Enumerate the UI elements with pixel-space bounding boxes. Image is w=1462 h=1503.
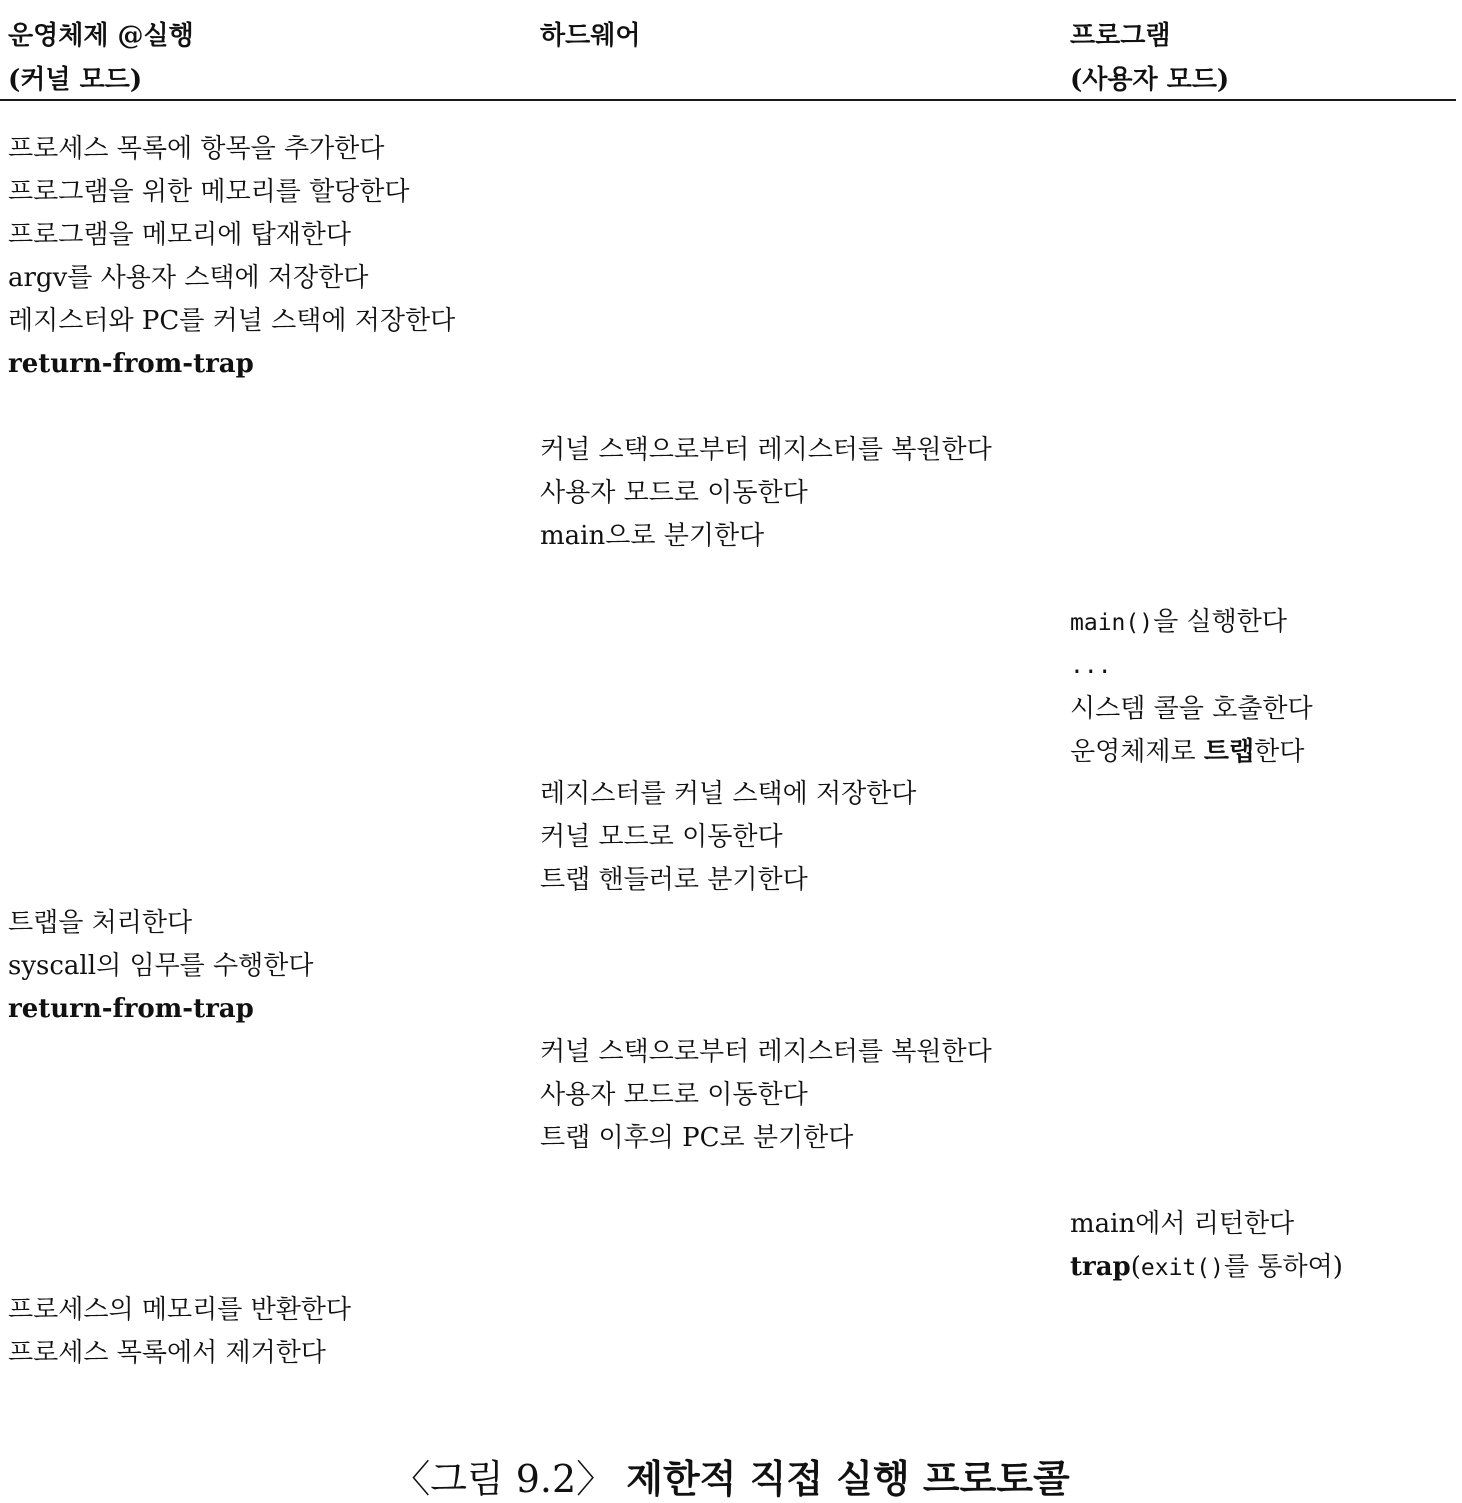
prog-step: main에서 리턴한다: [1070, 1209, 1295, 1239]
exit-code: exit(): [1140, 1255, 1224, 1281]
os-block-handle: [8, 902, 314, 1031]
hw-step: 커널 스택으로부터 레지스터를 복원한다: [540, 1037, 992, 1067]
main-run-text: 을 실행한다: [1153, 607, 1287, 637]
hw-step: 트랩 핸들러로 분기한다: [540, 865, 808, 895]
os-block-cleanup: [8, 1289, 351, 1375]
prog-step: 시스템 콜을 호출한다: [1070, 694, 1313, 724]
os-step: 프로그램을 위한 메모리를 할당한다: [8, 177, 410, 207]
hw-step: main으로 분기한다: [540, 521, 765, 551]
os-return-from-trap: return-from-trap: [8, 994, 254, 1024]
os-header-line2: (커널 모드): [8, 65, 143, 95]
hw-header-line1: 하드웨어: [540, 21, 641, 51]
hw-block-return-2: [540, 1031, 1030, 1160]
os-step: 레지스터와 PC를 커널 스택에 저장한다: [8, 306, 456, 336]
os-step: argv를 사용자 스택에 저장한다: [8, 263, 369, 293]
hw-step: 사용자 모드로 이동한다: [540, 478, 808, 508]
prog-step: [1070, 601, 1313, 645]
hw-block-trap: [540, 773, 916, 902]
trap-prefix: 운영체제로: [1070, 737, 1204, 767]
os-column-header: [8, 14, 194, 102]
caption-title: 제한적 직접 실행 프로토콜: [626, 1456, 1070, 1501]
os-step: syscall의 임무를 수행한다: [8, 951, 314, 981]
os-step: 프로세스의 메모리를 반환한다: [8, 1295, 352, 1325]
hw-column-header: [540, 14, 640, 58]
caption-prefix: 〈그림 9.2〉: [392, 1457, 615, 1501]
hw-step: 커널 모드로 이동한다: [540, 822, 783, 852]
hw-step: 사용자 모드로 이동한다: [540, 1080, 808, 1110]
hw-step: 트랩 이후의 PC로 분기한다: [540, 1123, 854, 1153]
prog-header-line1: 프로그램: [1070, 21, 1171, 51]
prog-block-run: [1070, 601, 1313, 774]
hw-step: 레지스터를 커널 스택에 저장한다: [540, 779, 917, 809]
trap-suffix: 한다: [1254, 737, 1305, 767]
prog-step: [1070, 1246, 1343, 1290]
paren-open: (: [1130, 1252, 1141, 1282]
main-code: main(): [1070, 610, 1154, 636]
prog-block-exit: [1070, 1203, 1343, 1290]
via-text: 를 통하여): [1223, 1252, 1343, 1282]
os-header-line1: 운영체제 @실행: [8, 21, 194, 51]
trap-bold: 트랩: [1203, 737, 1255, 767]
figure-caption: [0, 1455, 1462, 1503]
os-step: 프로세스 목록에서 제거한다: [8, 1338, 326, 1368]
os-step: 트랩을 처리한다: [8, 908, 193, 938]
hw-step: 커널 스택으로부터 레지스터를 복원한다: [540, 435, 992, 465]
trap-bold: trap: [1070, 1252, 1131, 1282]
os-step: 프로그램을 메모리에 탑재한다: [8, 220, 352, 250]
prog-ellipsis: ...: [1070, 653, 1112, 679]
prog-column-header: [1070, 14, 1229, 102]
os-block-launch: [8, 128, 498, 386]
os-return-from-trap: return-from-trap: [8, 349, 254, 379]
header-divider: [0, 99, 1456, 101]
hw-block-return: [540, 429, 1030, 558]
prog-header-line2: (사용자 모드): [1070, 65, 1230, 95]
prog-step: [1070, 731, 1313, 774]
os-step: 프로세스 목록에 항목을 추가한다: [8, 134, 385, 164]
